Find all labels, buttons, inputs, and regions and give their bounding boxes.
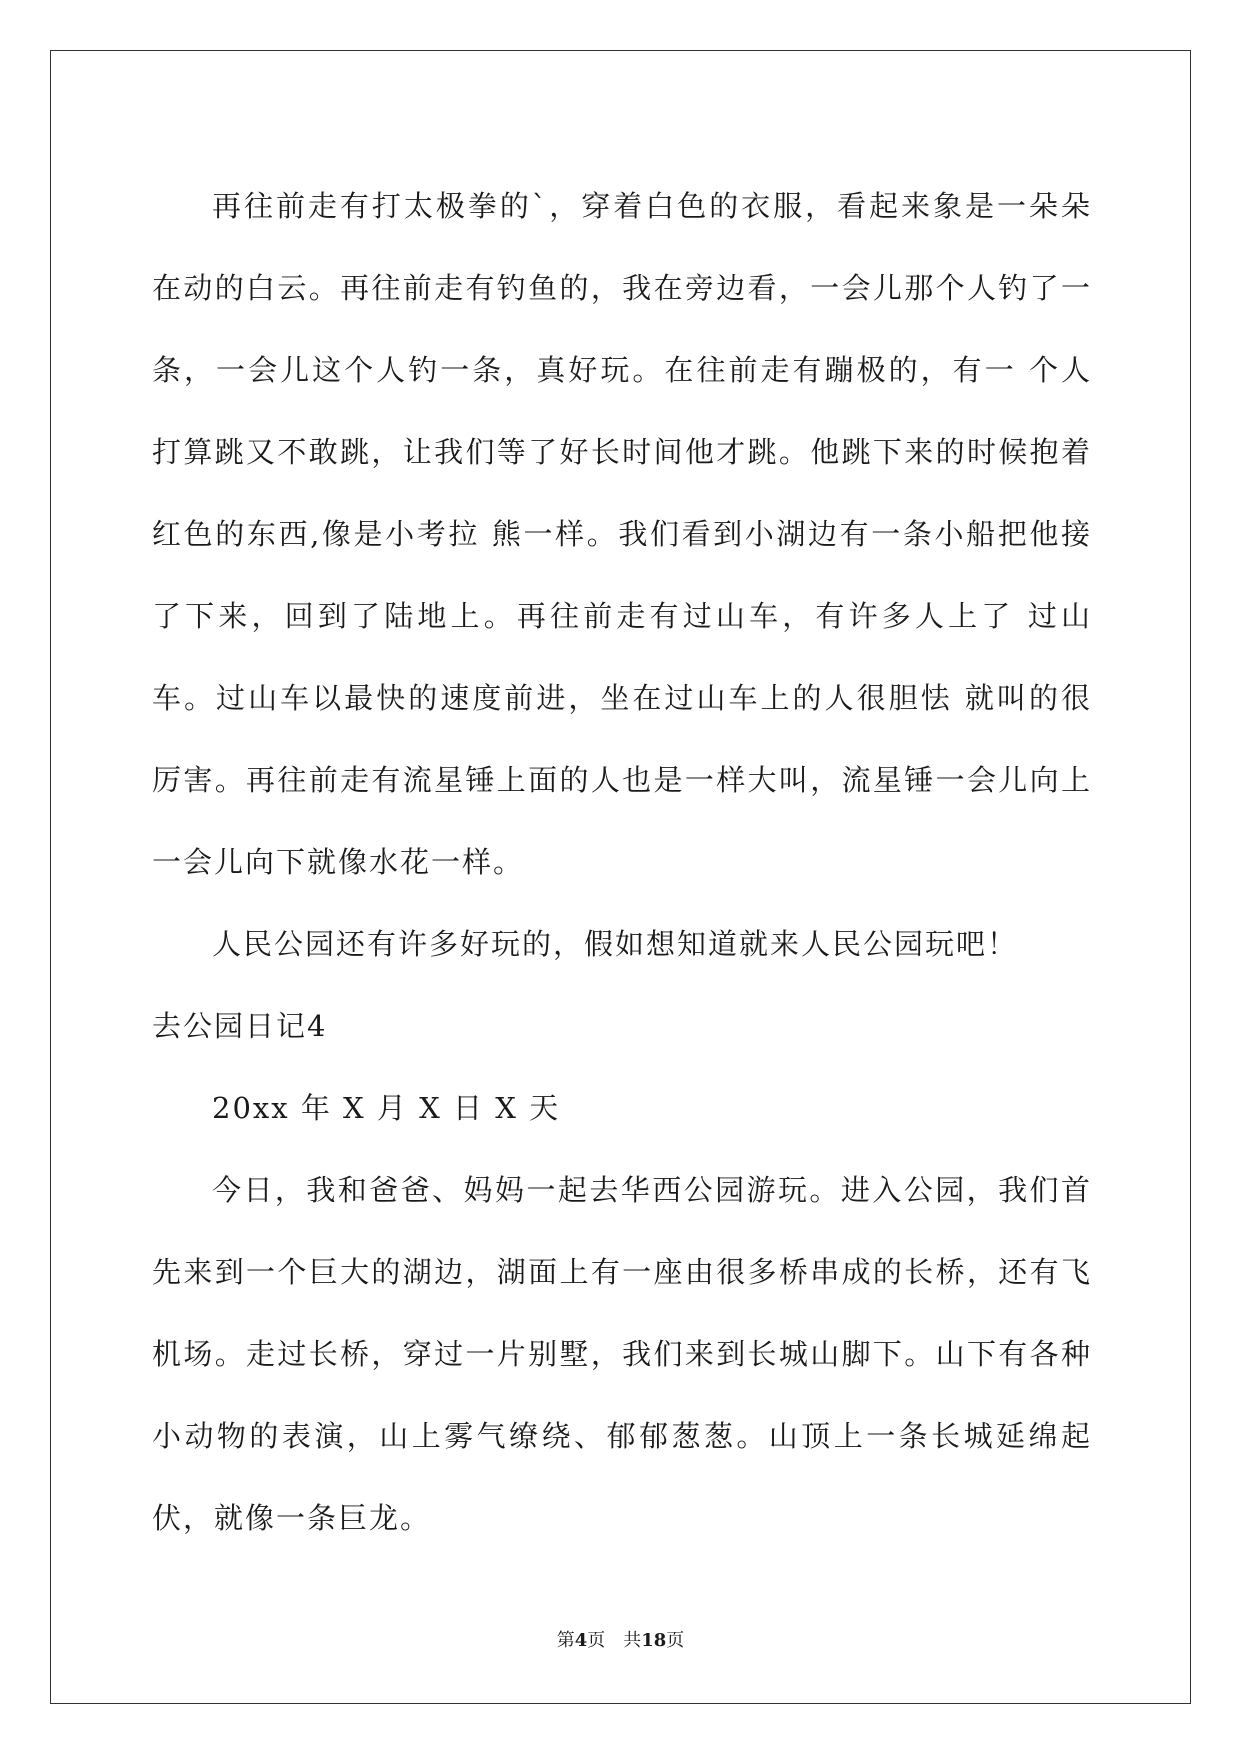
footer-total-suffix: 页 xyxy=(666,1630,685,1651)
footer-page-number: 4 xyxy=(574,1630,588,1651)
footer-total-prefix: 共 xyxy=(623,1630,642,1651)
paragraph-huaxi-park: 今日，我和爸爸、妈妈一起去华西公园游玩。进入公园，我们首先来到一个巨大的湖边，湖面上有一座由很多桥串成的长桥，还有飞机场。走过长桥，穿过一片别墅，我们来到长城山脚下。山下有各种小动物的表演，山上雾气缭绕、郁郁葱葱。山顶上一条长城延绵起伏，就像一条巨龙。 xyxy=(152,1173,1092,1535)
paragraph-park-invitation: 人民公园还有许多好玩的，假如想知道就来人民公园玩吧！ xyxy=(212,927,1019,961)
page-footer xyxy=(0,1626,1241,1652)
paragraph-park-activities: 再往前走有打太极拳的`，穿着白色的衣服，看起来象是一朵朵在动的白云。再往前走有钓鱼的，我在旁边看，一会儿那个人钓了一条，一会儿这个人钓一条，真好玩。在往前走有蹦极的，有一 个人打算跳又不敢跳，让我们等了好长时间他才跳。他跳下来的时候抱着红色的东西,像是小考拉 熊一样。我们看到小湖边有一条小船把他接了下来，回到了陆地上。再往前走有过山车，有许多人上了 过山车。过山车以最快的速度前进，坐在过山车上的人很胆怯 就叫的很厉害。再往前走有流星锤上面的人也是一样大叫，流星锤一会儿向上一会儿向下就像水花一样。 xyxy=(152,189,1092,879)
footer-page-suffix: 页 xyxy=(587,1630,606,1651)
date-line: 20xx 年 X 月 X 日 X 天 xyxy=(212,1091,561,1125)
footer-total-pages: 18 xyxy=(641,1630,667,1651)
footer-prefix: 第 xyxy=(556,1630,575,1651)
section-heading: 去公园日记4 xyxy=(152,1009,328,1043)
document-body xyxy=(152,165,1092,1559)
